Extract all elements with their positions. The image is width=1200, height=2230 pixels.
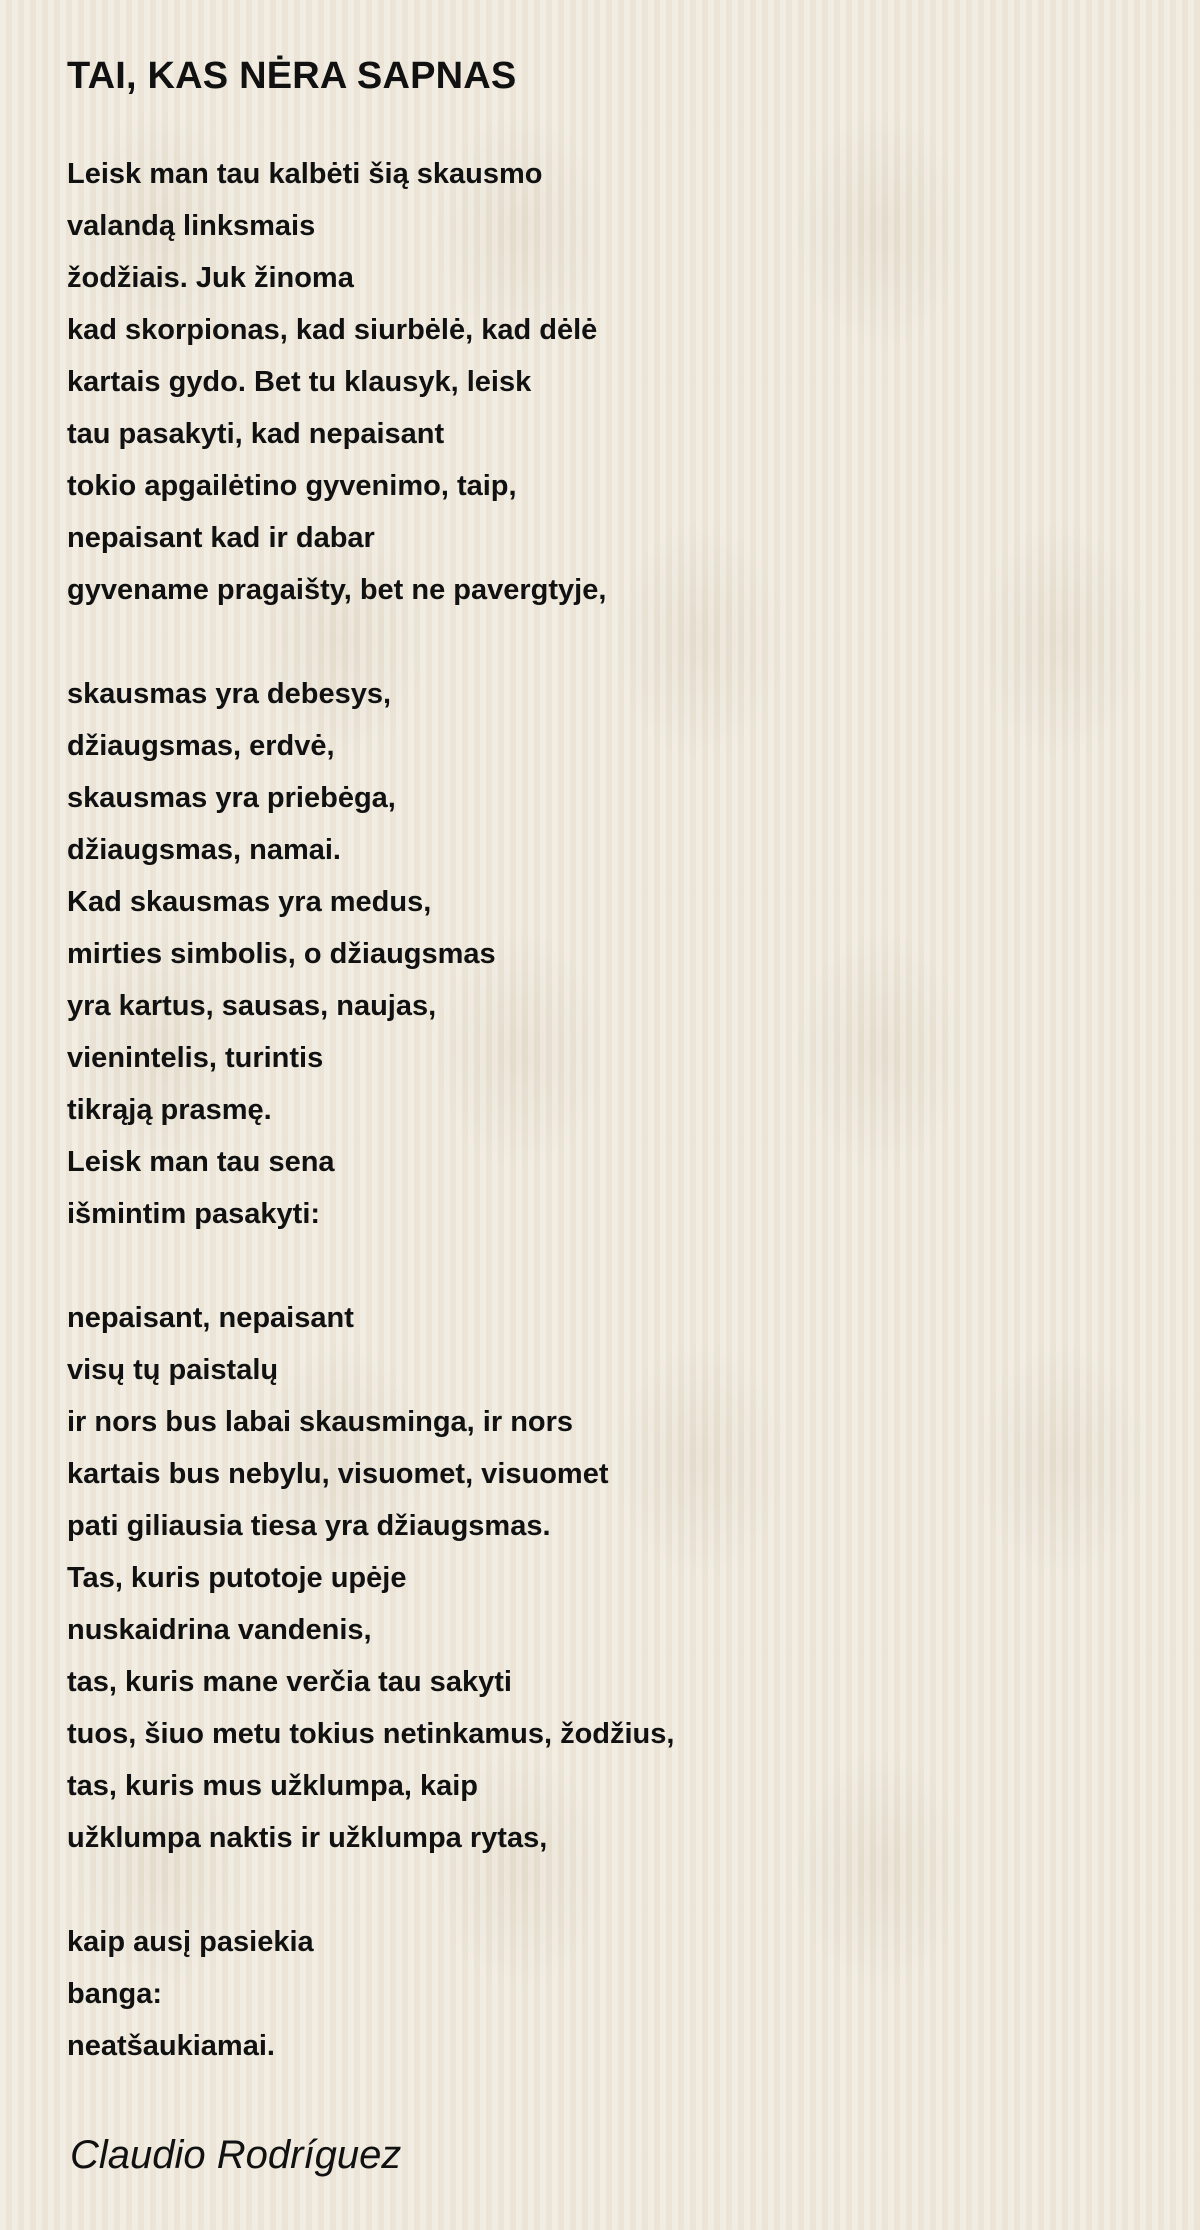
poem-line: tokio apgailėtino gyvenimo, taip,	[67, 470, 517, 502]
poem-line: Kad skausmas yra medus,	[67, 886, 432, 918]
poem-line: neatšaukiamai.	[67, 2030, 275, 2062]
poem-line: tikrąją prasmę.	[67, 1094, 272, 1126]
poem-line: džiaugsmas, namai.	[67, 834, 341, 866]
poem-line: išmintim pasakyti:	[67, 1198, 321, 1230]
poem-line: Leisk man tau kalbėti šią skausmo	[67, 158, 543, 190]
poem-line: pati giliausia tiesa yra džiaugsmas.	[67, 1510, 551, 1542]
poem-line: skausmas yra priebėga,	[67, 782, 396, 814]
poem-line: tas, kuris mus užklumpa, kaip	[67, 1770, 478, 1802]
poem-line: kartais bus nebylu, visuomet, visuomet	[67, 1458, 609, 1490]
poem-line: gyvename pragaišty, bet ne pavergtyje,	[67, 574, 607, 606]
poem-line: Leisk man tau sena	[67, 1146, 335, 1178]
poem-line: tau pasakyti, kad nepaisant	[67, 418, 445, 450]
poem-line: skausmas yra debesys,	[67, 678, 392, 710]
poem-line: tas, kuris mane verčia tau sakyti	[67, 1666, 512, 1698]
poem-line: nuskaidrina vandenis,	[67, 1614, 372, 1646]
poem-line: nepaisant, nepaisant	[67, 1302, 354, 1334]
stanza-break	[67, 1240, 674, 1292]
poem-line: užklumpa naktis ir užklumpa rytas,	[67, 1822, 548, 1854]
poem-line: kartais gydo. Bet tu klausyk, leisk	[67, 366, 532, 398]
poem-line: kaip ausį pasiekia	[67, 1926, 314, 1958]
poem-line: vienintelis, turintis	[67, 1042, 324, 1074]
poem-line: ir nors bus labai skausminga, ir nors	[67, 1406, 574, 1438]
stanza-break	[67, 1864, 674, 1916]
stanza-break	[67, 616, 674, 668]
poem-title: TAI, KAS NĖRA SAPNAS	[67, 55, 517, 97]
poem-line: Tas, kuris putotoje upėje	[67, 1562, 407, 1594]
poem-line: nepaisant kad ir dabar	[67, 522, 375, 554]
poem-line: banga:	[67, 1978, 163, 2010]
poem-line: valandą linksmais	[67, 210, 316, 242]
poem-line: visų tų paistalų	[67, 1354, 279, 1386]
poem-line: tuos, šiuo metu tokius netinkamus, žodžius,	[67, 1718, 675, 1750]
poem-page	[67, 50, 1167, 2062]
poem-line: žodžiais. Juk žinoma	[67, 262, 354, 294]
poem-line: džiaugsmas, erdvė,	[67, 730, 335, 762]
author-name: Claudio Rodríguez	[70, 2133, 402, 2177]
poem-line: mirties simbolis, o džiaugsmas	[67, 938, 496, 970]
poem-line: kad skorpionas, kad siurbėlė, kad dėlė	[67, 314, 598, 346]
poem-line: yra kartus, sausas, naujas,	[67, 990, 437, 1022]
poem-body	[67, 148, 674, 2072]
